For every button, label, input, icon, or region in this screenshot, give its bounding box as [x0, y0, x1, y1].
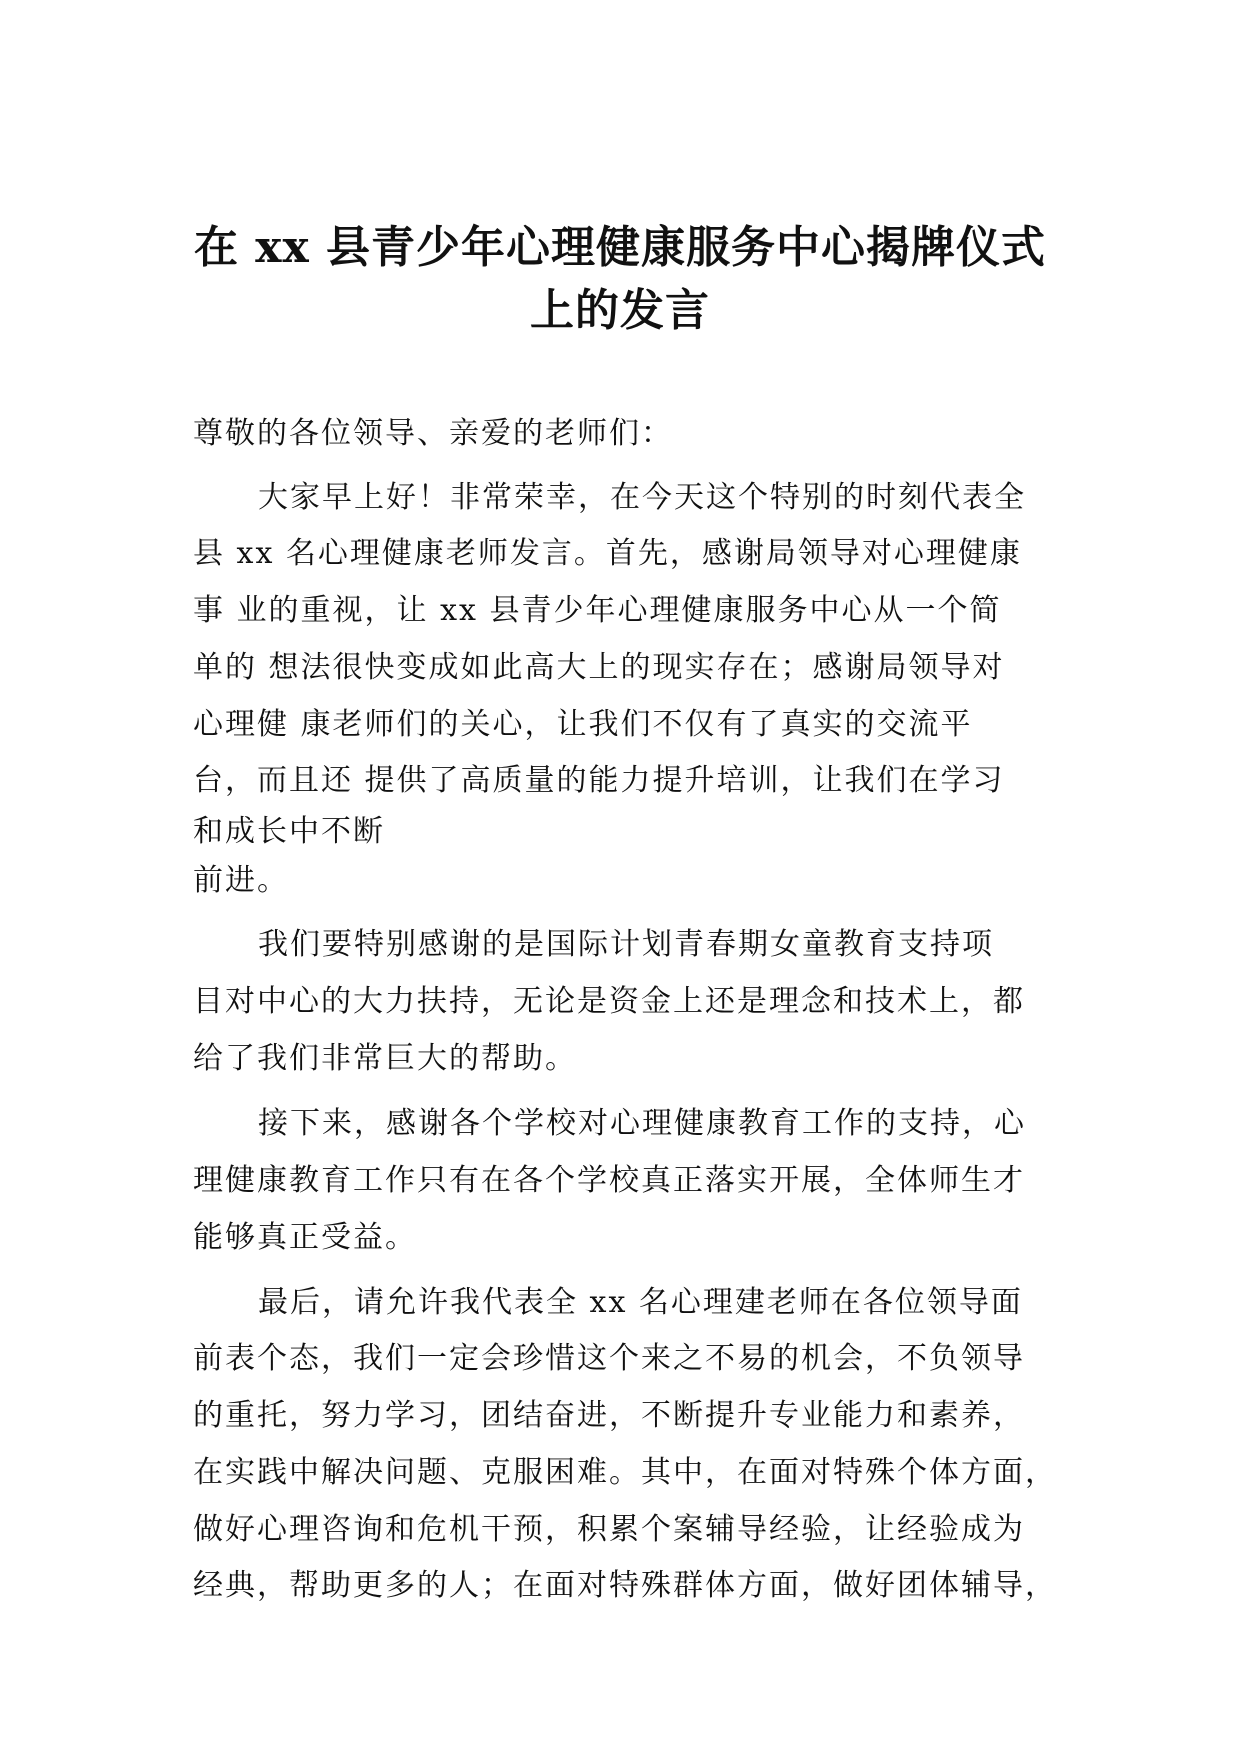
- paragraph-line: 台，而且还 提供了高质量的能力提升培训，让我们在学习: [193, 763, 1005, 798]
- paragraph-line: 接下来，感谢各个学校对心理健康教育工作的支持，心: [258, 1106, 1026, 1141]
- document-title-line-1: 在 xx 县青少年心理健康服务中心揭牌仪式: [193, 222, 1047, 273]
- paragraph-line: 最后，请允许我代表全 xx 名心理建老师在各位领导面: [258, 1285, 1023, 1320]
- paragraph-line: 心理健 康老师们的关心，让我们不仅有了真实的交流平: [193, 707, 973, 742]
- salutation: 尊敬的各位领导、亲爱的老师们：: [193, 416, 673, 451]
- paragraph-line: 目对中心的大力扶持，无论是资金上还是理念和技术上，都: [193, 984, 1025, 1019]
- paragraph-line: 经典，帮助更多的人；在面对特殊群体方面，做好团体辅导，: [193, 1568, 1057, 1603]
- paragraph-line: 县 xx 名心理健康老师发言。首先，感谢局领导对心理健康: [193, 536, 1022, 571]
- document-title-line-2: 上的发言: [530, 285, 710, 336]
- paragraph-line: 在实践中解决问题、克服困难。其中，在面对特殊个体方面，: [193, 1455, 1057, 1490]
- paragraph-line: 的重托，努力学习，团结奋进，不断提升专业能力和素养，: [193, 1398, 1025, 1433]
- paragraph-line: 做好心理咨询和危机干预，积累个案辅导经验，让经验成为: [193, 1512, 1025, 1547]
- paragraph-line: 给了我们非常巨大的帮助。: [193, 1041, 577, 1076]
- paragraph-line: 和成长中不断: [193, 814, 385, 849]
- paragraph-line: 理健康教育工作只有在各个学校真正落实开展，全体师生才: [193, 1163, 1025, 1198]
- paragraph-line: 事 业的重视，让 xx 县青少年心理健康服务中心从一个简: [193, 593, 1002, 628]
- paragraph-line: 单的 想法很快变成如此高大上的现实存在；感谢局领导对: [193, 650, 1005, 685]
- paragraph-line: 前进。: [193, 863, 289, 898]
- paragraph-line: 前表个态，我们一定会珍惜这个来之不易的机会，不负领导: [193, 1341, 1025, 1376]
- paragraph-line: 我们要特别感谢的是国际计划青春期女童教育支持项: [258, 927, 994, 962]
- paragraph-line: 大家早上好！非常荣幸，在今天这个特别的时刻代表全: [258, 480, 1026, 515]
- paragraph-line: 能够真正受益。: [193, 1220, 417, 1255]
